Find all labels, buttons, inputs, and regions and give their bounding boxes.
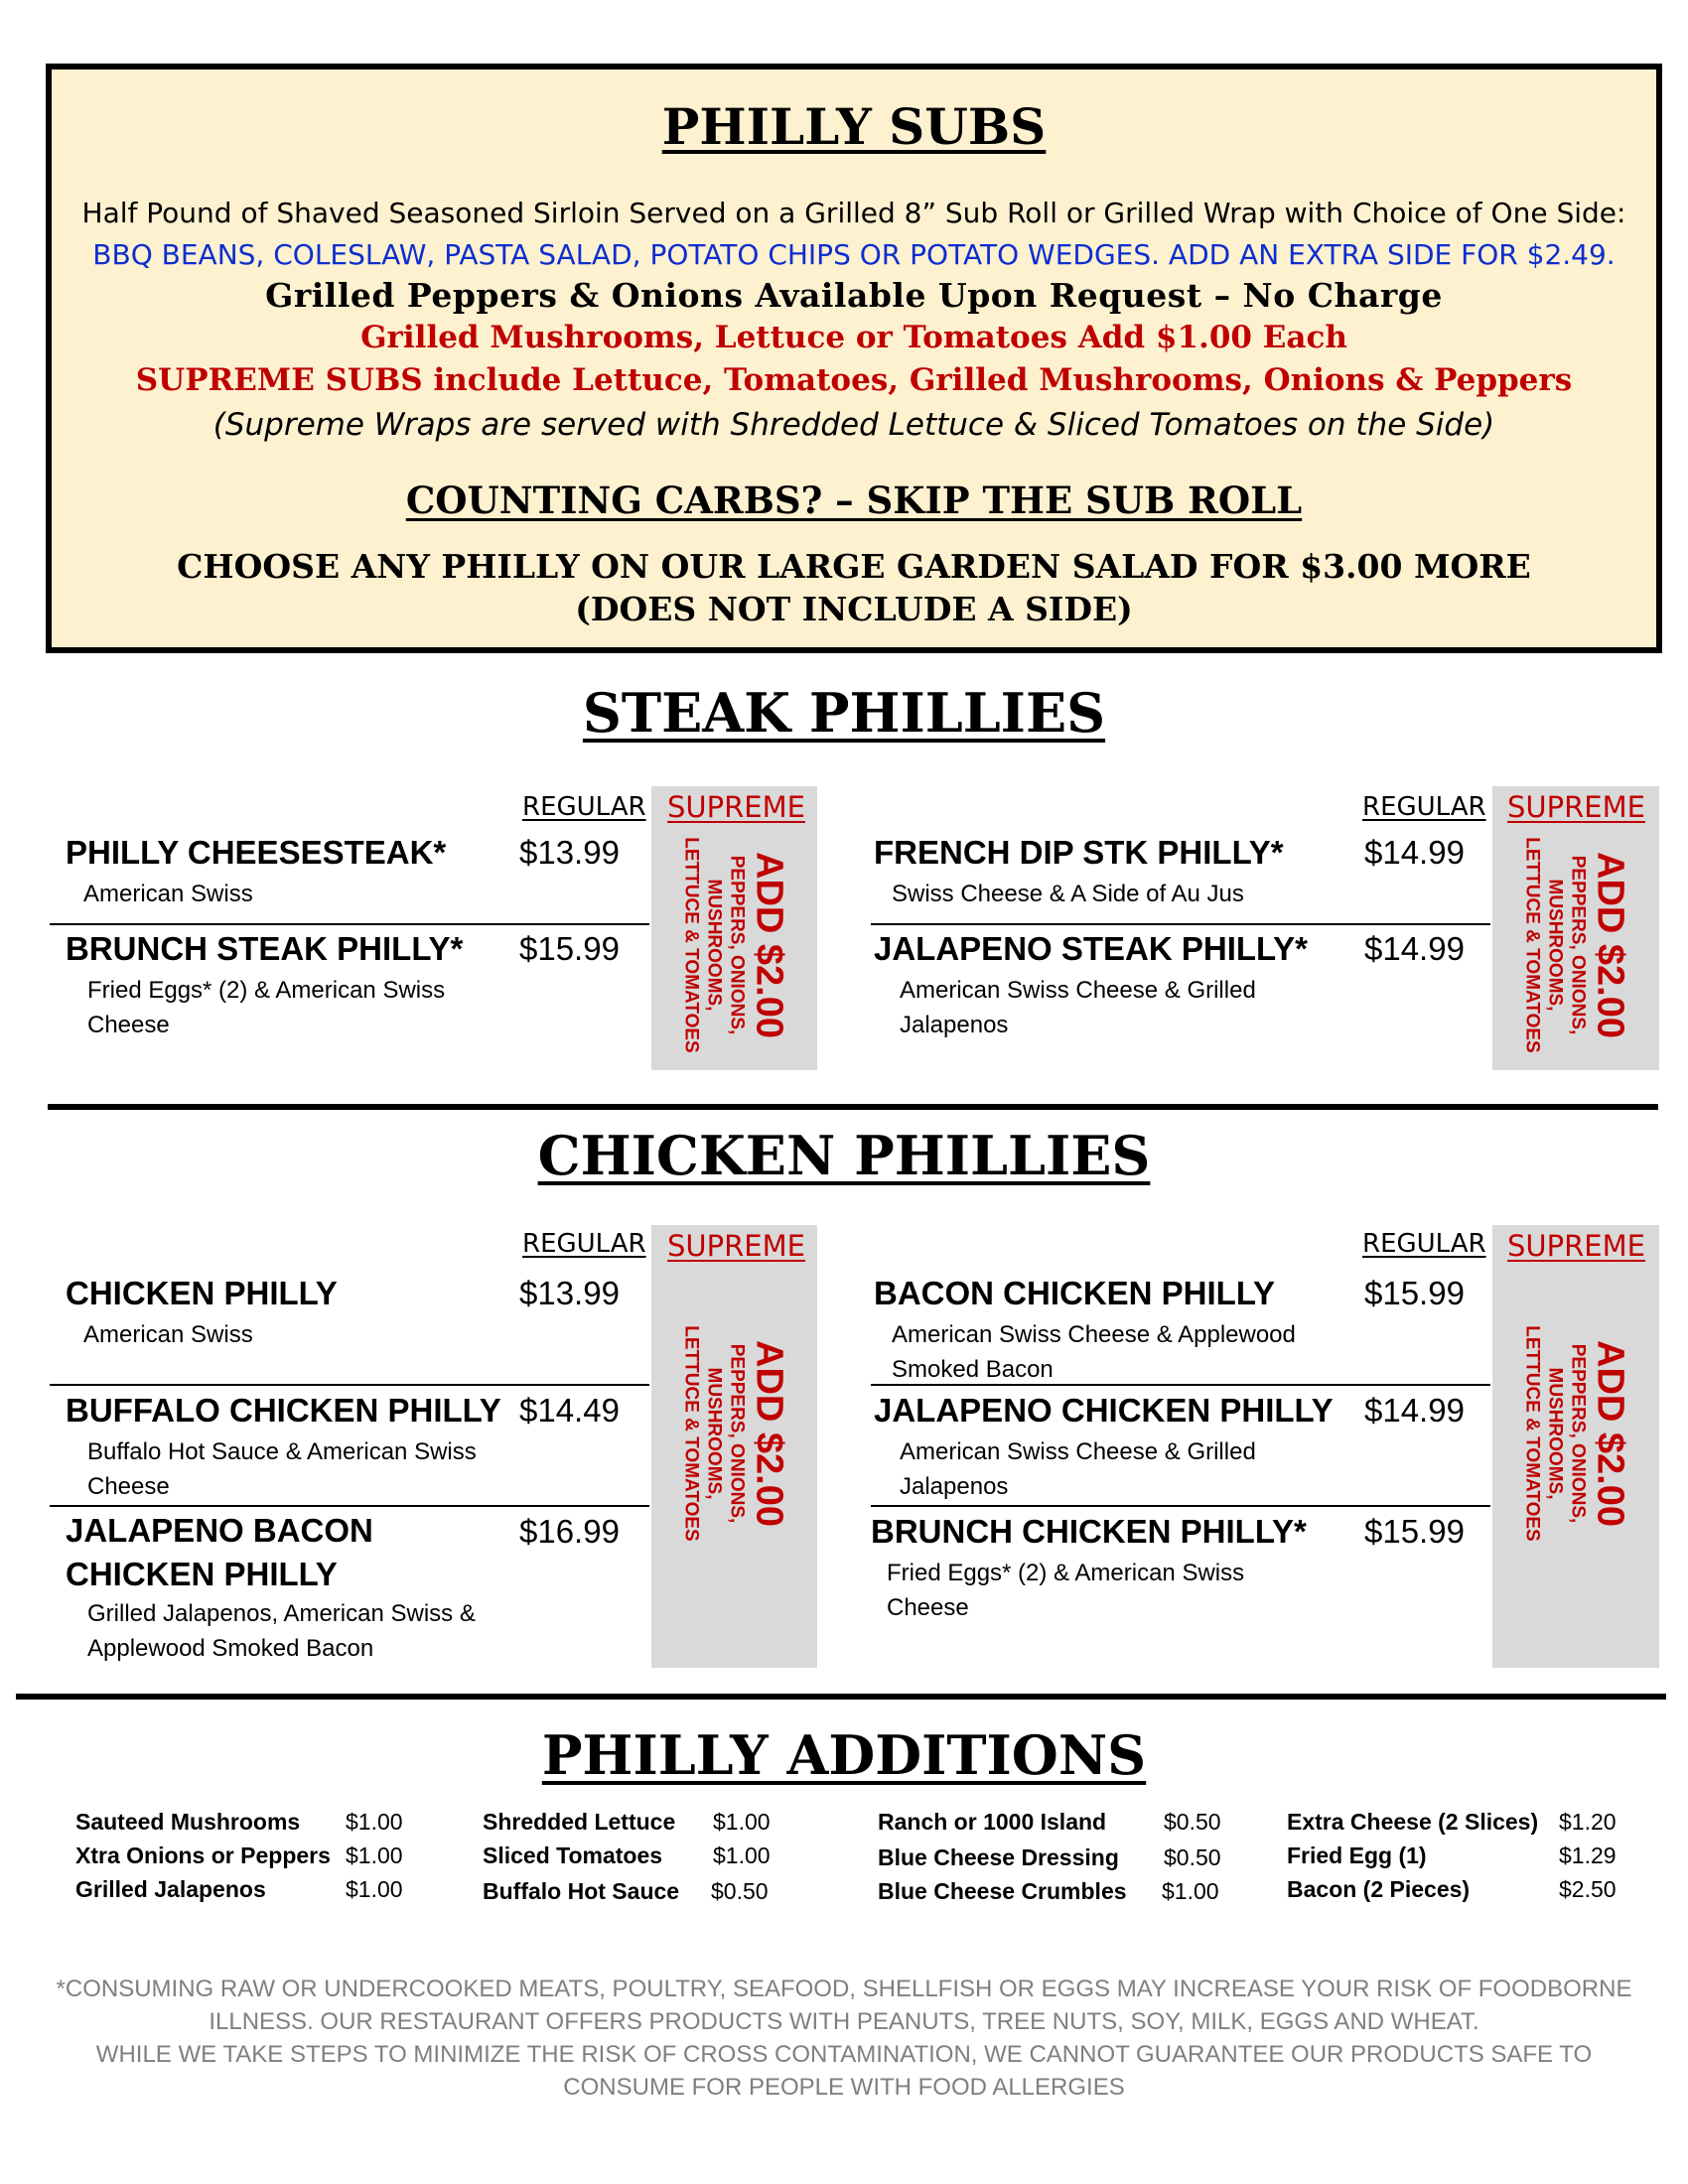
- mushrooms-note: Grilled Mushrooms, Lettuce or Tomatoes Add $1.00 Each: [360, 320, 1347, 355]
- salad-offer: CHOOSE ANY PHILLY ON OUR LARGE GARDEN SALAD FOR $3.00 MORE: [177, 547, 1531, 586]
- menu-item-name: BRUNCH STEAK PHILLY*: [66, 930, 464, 967]
- menu-item-desc: Grilled Jalapenos, American Swiss & Applewood Smoked Bacon: [87, 1600, 476, 1662]
- addition-name: Xtra Onions or Peppers: [75, 1843, 331, 1868]
- intro-description: Half Pound of Shaved Seasoned Sirloin Served on a Grilled 8” Sub Roll or Grilled Wrap with Choice of One Side:: [81, 197, 1626, 229]
- additions-section-title: PHILLY ADDITIONS: [541, 1723, 1147, 1787]
- addition-price: $1.00: [713, 1809, 771, 1835]
- item-divider: [50, 1505, 649, 1507]
- item-divider: [871, 1384, 1490, 1386]
- addition-name: Ranch or 1000 Island: [878, 1809, 1107, 1835]
- supreme-header: SUPREME: [1507, 1229, 1645, 1263]
- addition-name: Blue Cheese Crumbles: [878, 1878, 1127, 1904]
- supreme-wraps-note: (Supreme Wraps are served with Shredded Lettuce & Sliced Tomatoes on the Side): [212, 407, 1495, 443]
- peppers-onions-note: Grilled Peppers & Onions Available Upon Request – No Charge: [265, 276, 1443, 315]
- menu-item-desc: American Swiss: [83, 881, 253, 907]
- counting-carbs-title: COUNTING CARBS? – SKIP THE SUB ROLL: [405, 478, 1303, 522]
- addition-name: Buffalo Hot Sauce: [483, 1878, 680, 1904]
- menu-item-desc: American Swiss Cheese & Grilled Jalapenos: [900, 977, 1256, 1038]
- menu-item-desc: Buffalo Hot Sauce & American Swiss Cheese: [87, 1438, 477, 1500]
- supreme-header: SUPREME: [667, 1229, 805, 1263]
- addition-name: Extra Cheese (2 Slices): [1287, 1809, 1539, 1835]
- item-divider: [50, 1384, 649, 1386]
- menu-item-price: $14.99: [1364, 930, 1465, 967]
- item-divider: [871, 1505, 1490, 1507]
- addition-price: $0.50: [1164, 1809, 1221, 1835]
- supreme-box: ADD $2.00 PEPPERS, ONIONS, MUSHROOMS, LETTUCE & TOMATOES: [651, 786, 817, 1070]
- page-title: PHILLY SUBS: [661, 97, 1047, 156]
- menu-item-desc: Swiss Cheese & A Side of Au Jus: [892, 881, 1244, 907]
- chicken-section-title: CHICKEN PHILLIES: [537, 1124, 1151, 1187]
- addition-name: Grilled Jalapenos: [75, 1876, 266, 1902]
- addition-price: $1.20: [1559, 1809, 1617, 1835]
- regular-header: REGULAR: [1362, 1229, 1486, 1259]
- menu-item-price: $15.99: [1364, 1513, 1465, 1550]
- addition-name: Sauteed Mushrooms: [75, 1809, 301, 1835]
- addition-price: $1.00: [346, 1809, 403, 1835]
- allergy-disclaimer: ILLNESS. OUR RESTAURANT OFFERS PRODUCTS WITH PEANUTS, TREE NUTS, SOY, MILK, EGGS AND WHEAT.: [209, 2008, 1479, 2035]
- addition-name: Shredded Lettuce: [483, 1809, 676, 1835]
- regular-header: REGULAR: [522, 792, 646, 822]
- supreme-box: ADD $2.00 PEPPERS, ONIONS, MUSHROOMS, LETTUCE & TOMATOES: [1492, 786, 1659, 1070]
- menu-item-name: FRENCH DIP STK PHILLY*: [874, 834, 1284, 871]
- menu-item-price: $13.99: [519, 834, 620, 871]
- supreme-price: ADD $2.00: [748, 852, 789, 1038]
- addition-name: Sliced Tomatoes: [483, 1843, 663, 1868]
- menu-item-desc: American Swiss Cheese & Grilled Jalapenos: [900, 1438, 1256, 1500]
- item-divider: [871, 923, 1490, 925]
- addition-price: $1.00: [346, 1843, 403, 1868]
- section-divider: [16, 1694, 1666, 1700]
- supreme-header: SUPREME: [1507, 790, 1645, 824]
- supreme-subs-note: SUPREME SUBS include Lettuce, Tomatoes, Grilled Mushrooms, Onions & Peppers: [135, 362, 1573, 398]
- regular-header: REGULAR: [1362, 792, 1486, 822]
- supreme-box: ADD $2.00 PEPPERS, ONIONS, MUSHROOMS, LETTUCE & TOMATOES: [651, 1225, 817, 1668]
- section-divider: [48, 1104, 1658, 1110]
- menu-item-name: CHICKEN PHILLY: [66, 1275, 338, 1311]
- menu-item-name: JALAPENO STEAK PHILLY*: [874, 930, 1309, 967]
- addition-price: $1.00: [713, 1843, 771, 1868]
- menu-item-price: $14.99: [1364, 1392, 1465, 1429]
- menu-item-price: $14.49: [519, 1392, 620, 1429]
- item-divider: [50, 923, 649, 925]
- supreme-price: ADD $2.00: [748, 1340, 789, 1527]
- menu-item-desc: Fried Eggs* (2) & American Swiss Cheese: [87, 977, 446, 1038]
- supreme-header: SUPREME: [667, 790, 805, 824]
- addition-price: $1.29: [1559, 1843, 1617, 1868]
- allergy-disclaimer: WHILE WE TAKE STEPS TO MINIMIZE THE RISK OF CROSS CONTAMINATION, WE CANNOT GUARANTEE OUR PRODUCTS SAFE TO: [95, 2041, 1593, 2068]
- addition-name: Fried Egg (1): [1287, 1843, 1427, 1868]
- menu-item-price: $13.99: [519, 1275, 620, 1311]
- addition-price: $1.00: [1162, 1878, 1219, 1904]
- supreme-price: ADD $2.00: [1589, 1340, 1631, 1527]
- addition-price: $1.00: [346, 1876, 403, 1902]
- menu-item-price: $15.99: [1364, 1275, 1465, 1311]
- menu-item-price: $16.99: [519, 1513, 620, 1550]
- regular-header: REGULAR: [522, 1229, 646, 1259]
- allergy-disclaimer: CONSUME FOR PEOPLE WITH FOOD ALLERGIES: [563, 2074, 1125, 2101]
- menu-item-name: JALAPENO BACON CHICKEN PHILLY: [66, 1512, 373, 1592]
- menu-item-name: BACON CHICKEN PHILLY: [874, 1275, 1275, 1311]
- allergy-disclaimer: *CONSUMING RAW OR UNDERCOOKED MEATS, POULTRY, SEAFOOD, SHELLFISH OR EGGS MAY INCREASE YOUR RISK OF FOODBORNE: [56, 1976, 1632, 2002]
- addition-name: Blue Cheese Dressing: [878, 1844, 1119, 1870]
- addition-price: $2.50: [1559, 1876, 1617, 1902]
- salad-offer-note: (DOES NOT INCLUDE A SIDE): [575, 590, 1133, 628]
- intro-box: [46, 64, 1662, 653]
- sides-list: BBQ BEANS, COLESLAW, PASTA SALAD, POTATO CHIPS OR POTATO WEDGES. ADD AN EXTRA SIDE FOR $2.49.: [92, 238, 1616, 271]
- supreme-price: ADD $2.00: [1589, 852, 1631, 1038]
- steak-section-title: STEAK PHILLIES: [582, 681, 1106, 745]
- addition-price: $0.50: [711, 1878, 769, 1904]
- menu-item-desc: Fried Eggs* (2) & American Swiss Cheese: [887, 1560, 1245, 1621]
- menu-item-name: BRUNCH CHICKEN PHILLY*: [871, 1513, 1307, 1550]
- menu-item-desc: American Swiss: [83, 1321, 253, 1348]
- addition-price: $0.50: [1164, 1844, 1221, 1870]
- menu-item-desc: American Swiss Cheese & Applewood Smoked Bacon: [892, 1321, 1296, 1383]
- addition-name: Bacon (2 Pieces): [1287, 1876, 1471, 1902]
- menu-item-price: $14.99: [1364, 834, 1465, 871]
- supreme-box: ADD $2.00 PEPPERS, ONIONS, MUSHROOMS, LETTUCE & TOMATOES: [1492, 1225, 1659, 1668]
- menu-item-price: $15.99: [519, 930, 620, 967]
- menu-item-name: PHILLY CHEESESTEAK*: [66, 834, 447, 871]
- menu-item-name: BUFFALO CHICKEN PHILLY: [66, 1392, 501, 1429]
- menu-item-name: JALAPENO CHICKEN PHILLY: [874, 1392, 1334, 1429]
